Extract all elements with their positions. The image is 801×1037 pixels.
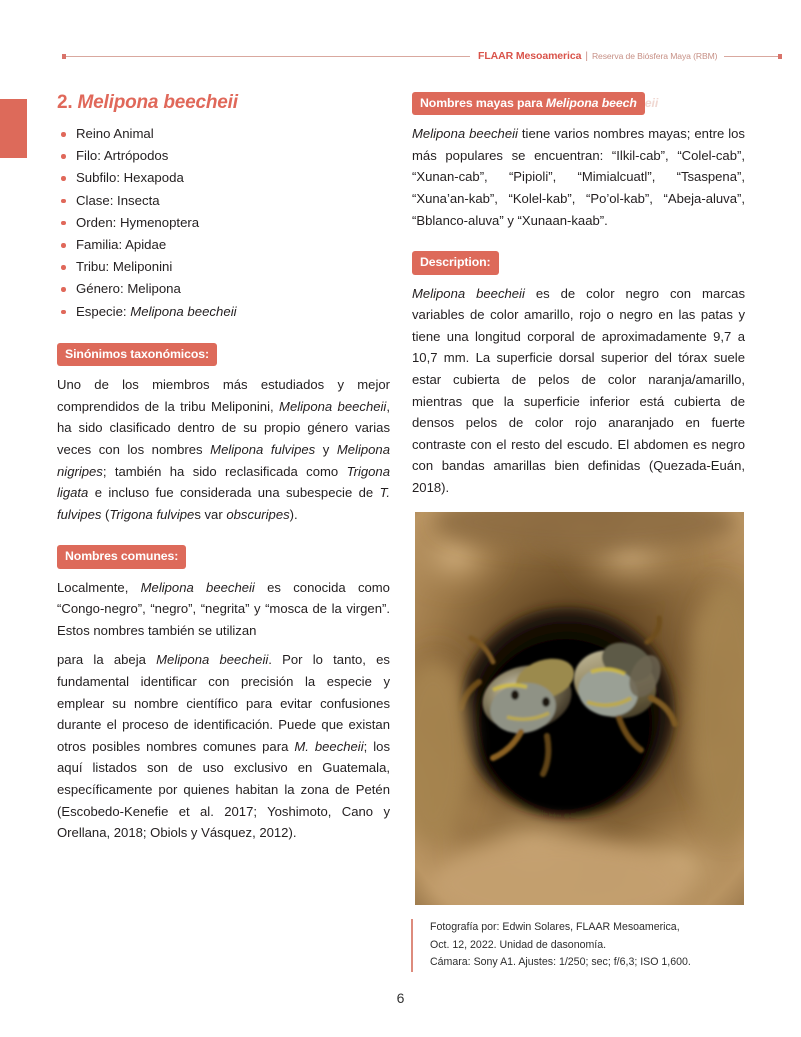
bee-nest-photo-image xyxy=(415,512,744,905)
synonyms-badge: Sinónimos taxonómicos: xyxy=(57,343,217,366)
common-names-section xyxy=(57,545,390,843)
page-number: 6 xyxy=(396,990,405,1006)
taxonomy-item-scientific: Melipona beecheii xyxy=(130,303,237,319)
mayan-names-badge xyxy=(412,92,659,115)
taxonomy-item-label: Especie: xyxy=(76,303,131,319)
taxonomy-item-label: Género: Melipona xyxy=(76,281,181,297)
bee-nest-photo xyxy=(415,512,744,905)
species-heading-name: Melipona beecheii xyxy=(77,92,238,113)
taxonomy-item-label: Subfilo: Hexapoda xyxy=(76,170,184,186)
taxonomy-item xyxy=(59,167,390,189)
photo-caption-line-3: Cámara: Sony A1. Ajustes: 1/250; sec; f/6,3; ISO 1,600. xyxy=(430,956,691,968)
mayan-names-paragraph: Melipona beecheii tiene varios nombres mayas; entre los más populares se encuentran: “Ilkil-cab”, “Colel-cab”, “Xunan-cab”, “Pipioli”, “Mimialcuatl”, “Tsaspena”, “Xuna’an-kab”, “Kolel-kab”, “Po’ol-kab”, “Abeja-aluva”, “Bblanco-aluva” y “Xunaan-kaab”. xyxy=(412,126,745,228)
taxonomy-item-label: Reino Animal xyxy=(76,126,154,141)
taxonomy-item xyxy=(59,145,390,167)
species-heading xyxy=(57,92,390,114)
taxonomy-item xyxy=(59,234,390,256)
left-edge-tab xyxy=(0,99,27,158)
taxonomy-item xyxy=(59,278,390,300)
taxonomy-item xyxy=(59,212,390,234)
left-column xyxy=(57,92,390,844)
taxonomy-item-label: Tribu: Meliponini xyxy=(76,259,173,275)
mayan-names-section xyxy=(412,92,745,231)
page-header xyxy=(0,44,801,68)
right-column xyxy=(412,92,745,499)
taxonomy-item-label: Familia: Apidae xyxy=(76,237,167,253)
description-paragraph: Melipona beecheii es de color negro con marcas variables de color amarillo, rojo o negro en las patas y tiene una longitud corporal de aproximadamente 9,7 a 10,7 mm. La superficie dorsal superior del tórax suele estar cubierta de pelos de color naranja/amarillo, mientras que la superficie inferior está cubierta de densos pelos de color rojo anaranjado en fuerte contraste con el resto del escudo. El abdomen es negro con bandas amarillas bien definidas (Quezada-Euán, 2018). xyxy=(412,285,745,495)
photo-caption xyxy=(411,919,751,972)
photo-caption-line-2: Oct. 12, 2022. Unidad de dasonomía. xyxy=(430,938,607,951)
synonyms-paragraph: Uno de los miembros más estudiados y mejor comprendidos de la tribu Meliponini, Melipona beecheii, ha sido clasificado dentro de su propio género varias veces con los nombres Melipona fulvipes y Melipona nigripes; también ha sido reclasificada como Trigona ligata e incluso fue considerada una subespecie de T. fulvipes (Trigona fulvipes var obscuripes). xyxy=(57,377,390,522)
taxonomy-item-label: Filo: Artrópodos xyxy=(76,148,169,164)
header-rule-right xyxy=(724,56,782,57)
taxonomy-item-label: Clase: Insecta xyxy=(76,192,160,208)
mayan-names-badge-scientific: Melipona beech xyxy=(545,96,637,110)
taxonomy-item xyxy=(59,123,390,145)
header-separator: | xyxy=(585,50,588,62)
taxonomy-list xyxy=(59,123,390,323)
taxonomy-item xyxy=(59,190,390,212)
mayan-names-badge-overflow-tail: eii xyxy=(644,96,659,110)
description-badge: Description: xyxy=(412,251,499,274)
header-subtitle: Reserva de Biósfera Maya (RBM) xyxy=(591,51,718,61)
description-section xyxy=(412,251,745,498)
taxonomy-item-label: Orden: Hymenoptera xyxy=(76,214,200,230)
common-names-paragraph-1: Localmente, Melipona beecheii es conocida como “Congo-negro”, “negro”, “negrita” y “mosca de la virgen”. Estos nombres también se utilizan xyxy=(57,579,390,638)
header-rule-left xyxy=(62,56,470,57)
mayan-names-badge-prefix: Nombres mayas para xyxy=(420,96,546,110)
synonyms-section xyxy=(57,343,390,525)
photo-caption-line-1: Fotografía por: Edwin Solares, FLAAR Mesoamerica, xyxy=(430,921,680,933)
header-brand: FLAAR Mesoamerica xyxy=(478,50,582,62)
species-heading-number: 2. xyxy=(57,92,73,113)
taxonomy-item xyxy=(59,301,390,323)
common-names-badge: Nombres comunes: xyxy=(57,545,186,568)
common-names-paragraph-2: para la abeja Melipona beecheii. Por lo tanto, es fundamental identificar con precisión la especie y emplear su nombre científico para evitar confusiones durante el proceso de identificación. Puede que existan otros posibles nombres comunes para M. beecheii; los aquí listados son de uso exclusivo en Guatemala, específicamente por quienes habitan la zona de Petén (Escobedo-Kenefie et al. 2017; Yoshimoto, Cano y Orellana, 2018; Obiols y Vásquez, 2012). xyxy=(57,652,390,841)
taxonomy-item xyxy=(59,256,390,278)
